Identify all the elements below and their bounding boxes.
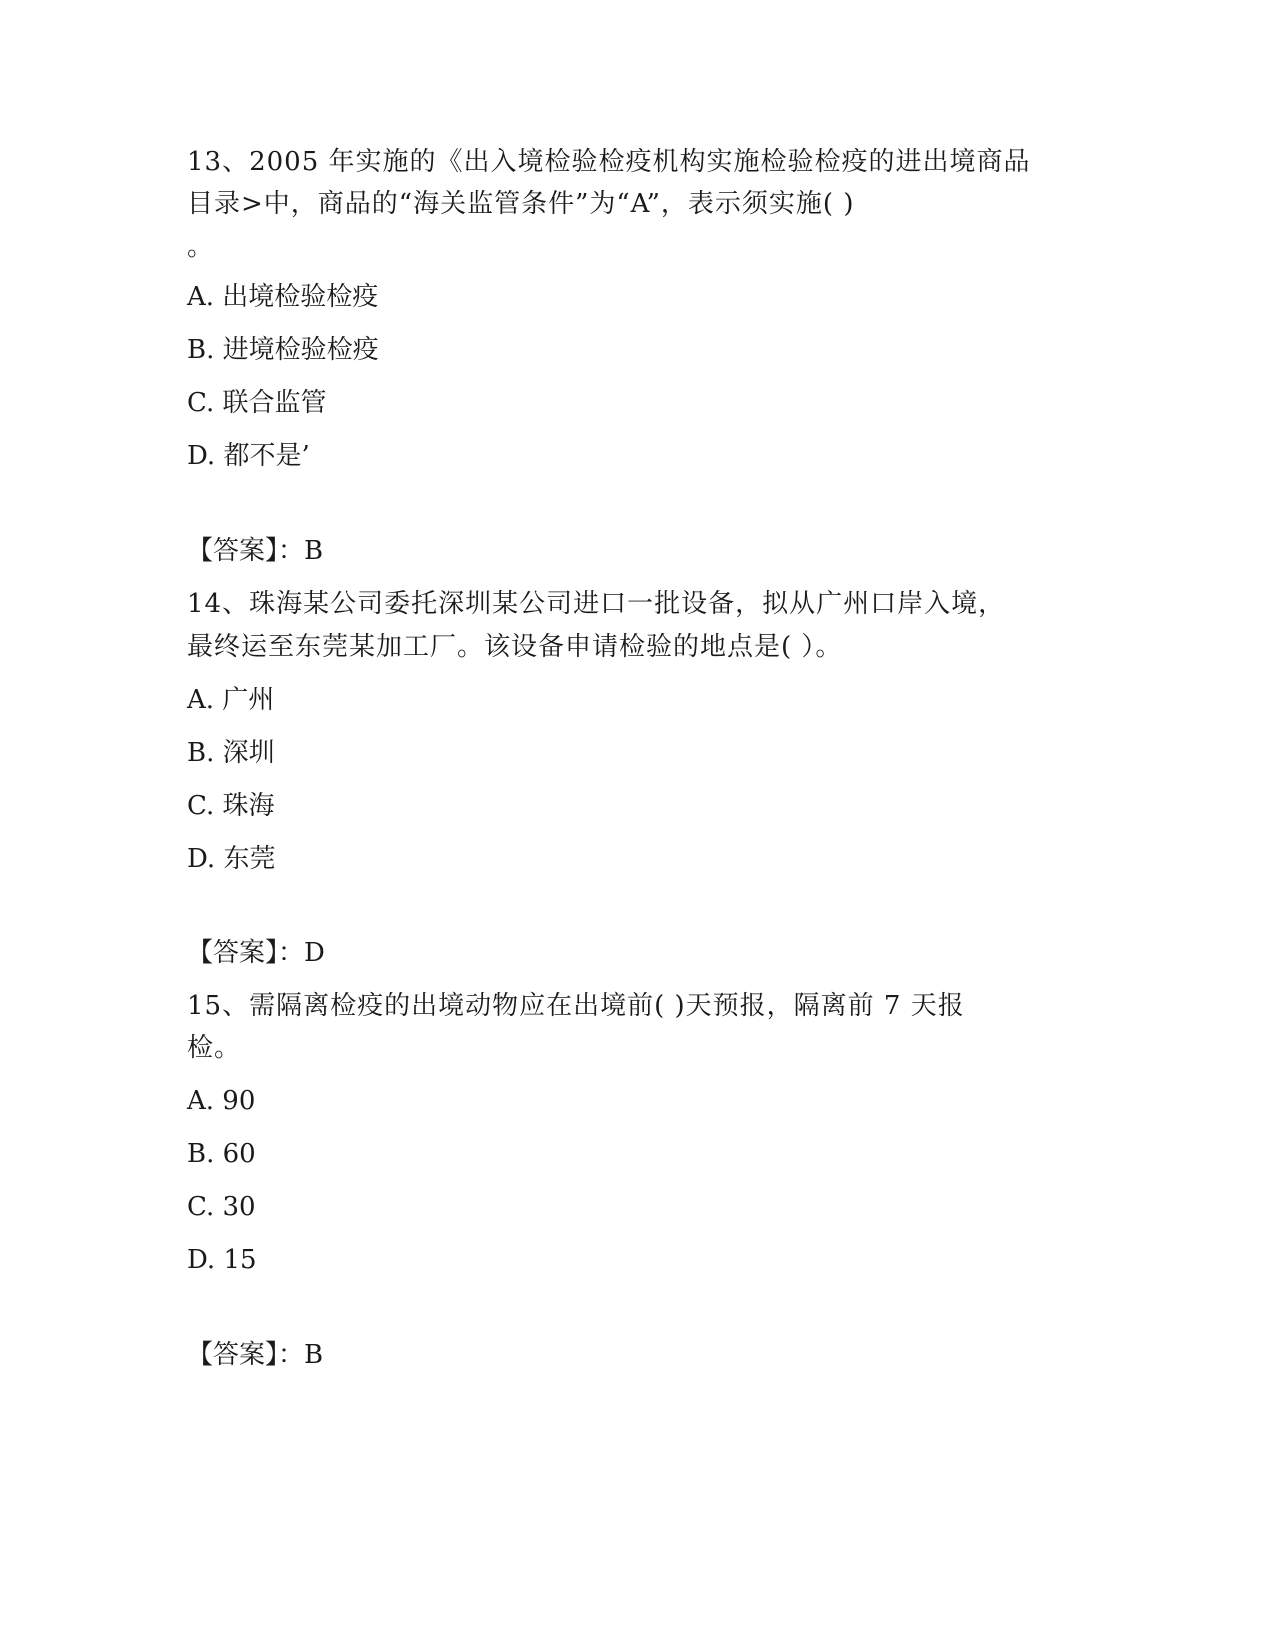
answer-label: 【答案】：B xyxy=(187,1340,324,1370)
question-stem-line: 最终运至东莞某加工厂。该设备申请检验的地点是( ）。 xyxy=(187,632,843,662)
question-stem-line: 目录>中，商品的“海关监管条件”为“A”，表示须实施( ) xyxy=(187,189,855,219)
option-c: C. 珠海 xyxy=(187,791,275,821)
option-b: B. 深圳 xyxy=(187,738,275,768)
option-b: B. 60 xyxy=(187,1139,256,1169)
option-c: C. 30 xyxy=(187,1192,256,1222)
option-a: A. 90 xyxy=(187,1086,256,1116)
option-b: B. 进境检验检疫 xyxy=(187,335,379,365)
option-a: A. 出境检验检疫 xyxy=(187,282,379,312)
option-d: D. 东莞 xyxy=(187,844,276,874)
question-stem-line: 。 xyxy=(187,232,214,262)
question-stem-line: 13、2005 年实施的《出入境检验检疫机构实施检验检疫的进出境商品 xyxy=(187,147,1031,177)
question-stem-line: 15、需隔离检疫的出境动物应在出境前( )天预报，隔离前 7 天报 xyxy=(187,991,965,1021)
option-a: A. 广州 xyxy=(187,685,275,715)
option-d: D. 都不是’ xyxy=(187,441,310,471)
answer-label: 【答案】：D xyxy=(187,938,325,968)
option-d: D. 15 xyxy=(187,1245,257,1275)
option-c: C. 联合监管 xyxy=(187,388,327,418)
question-stem-line: 14、珠海某公司委托深圳某公司进口一批设备，拟从广州口岸入境， xyxy=(187,589,1006,619)
question-stem-line: 检。 xyxy=(187,1033,242,1063)
answer-label: 【答案】：B xyxy=(187,536,324,566)
